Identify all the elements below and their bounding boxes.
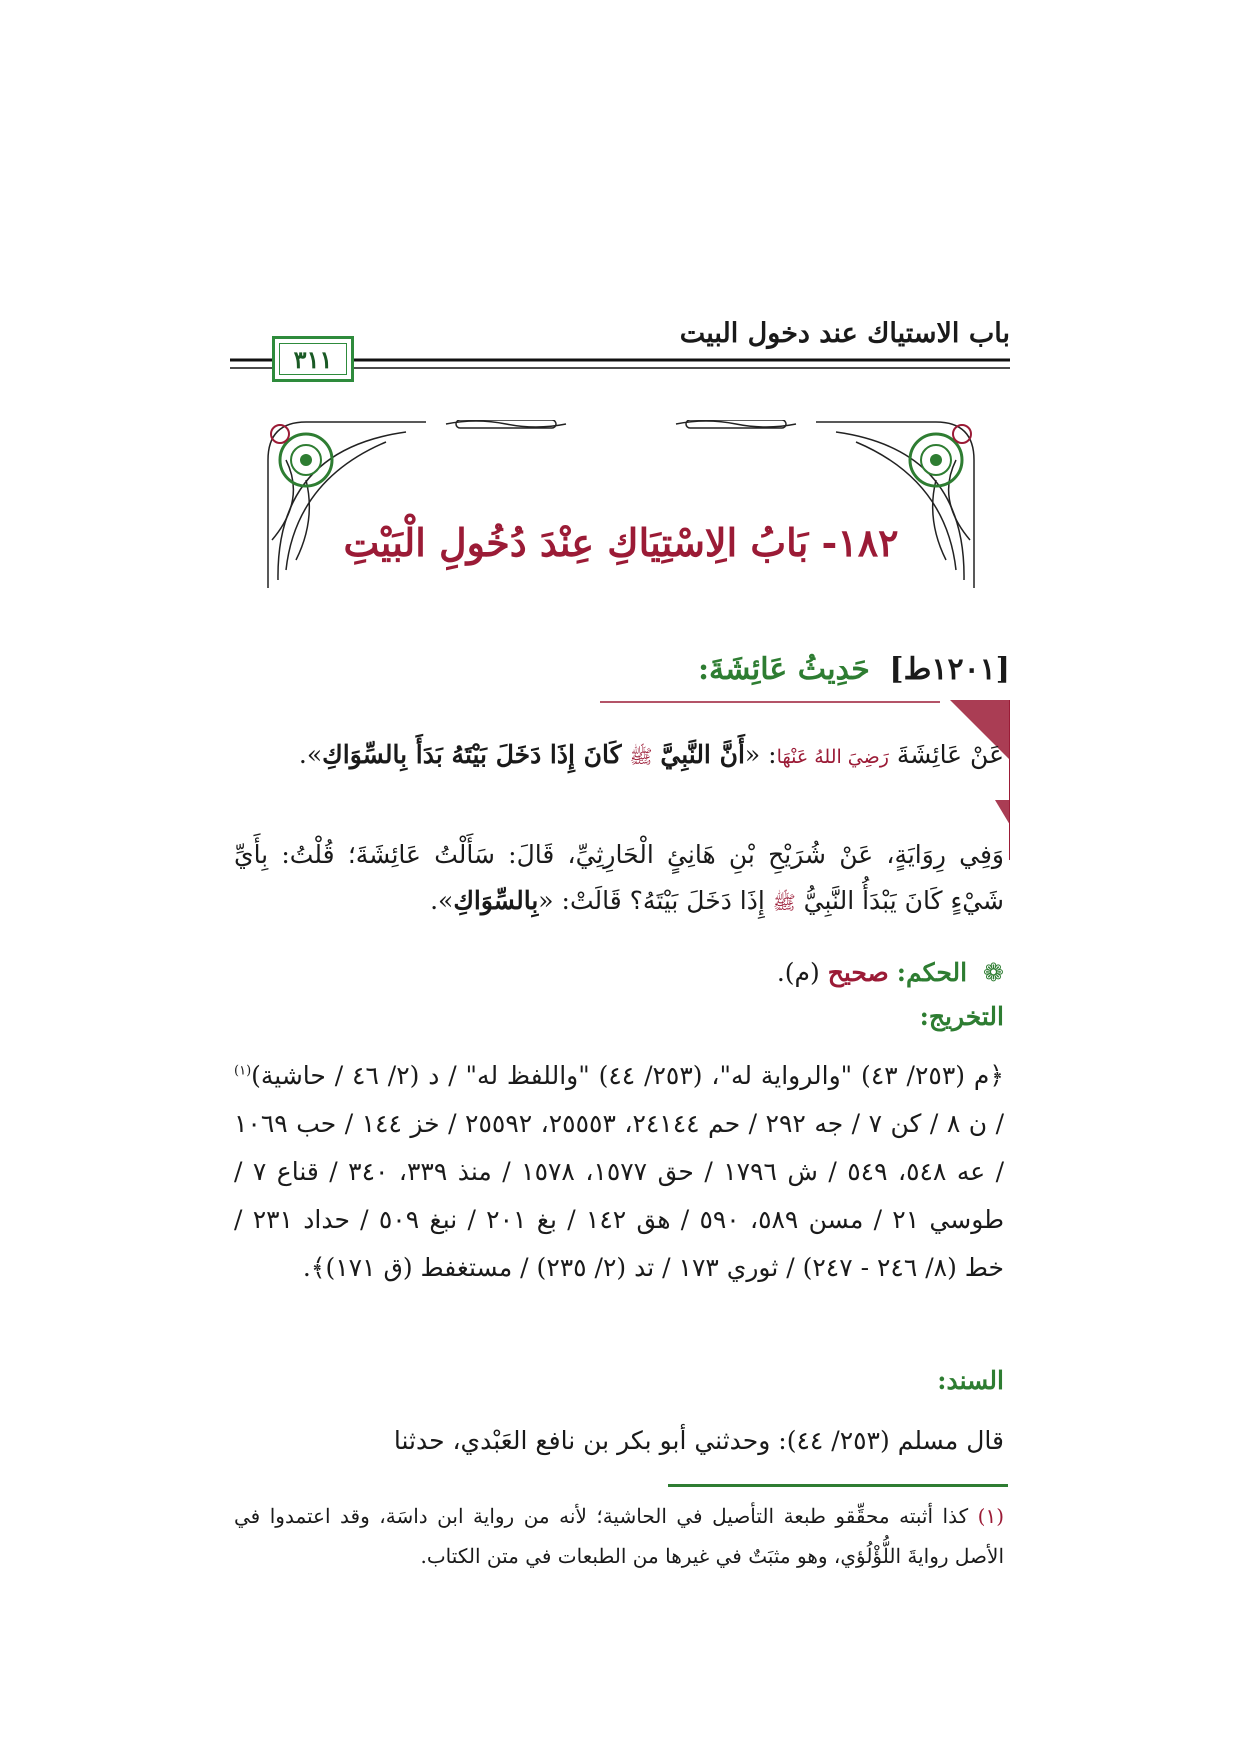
ruling-line	[234, 950, 1004, 996]
footnote-marker: (١)	[977, 1504, 1005, 1528]
chapter-title: ١٨٢- بَابُ الِاسْتِيَاكِ عِنْدَ دُخُولِ الْبَيْتِ	[343, 520, 899, 565]
variant-text-a: وَفِي رِوَايَةٍ، عَنْ شُرَيْحِ بْنِ هَانِئٍ الْحَارِثِيِّ، قَالَ: سَأَلْتُ عَائِشَةَ؛ قُلْتُ: بِأَيِّ شَيْءٍ كَانَ يَبْدَأُ النَّبِيُّ	[234, 840, 1004, 915]
footnote-divider	[668, 1484, 1008, 1487]
hadith-colon-quote: : «	[744, 740, 777, 769]
variant-bold: بِالسِّوَاكِ	[453, 886, 539, 915]
hadith-main-text	[234, 732, 1004, 780]
footnote-text: كذا أثبته محقِّقو طبعة التأصيل في الحاشية؛ لأنه من رواية ابن داسَة، وقد اعتمدوا في الأصل روايةَ اللُّؤْلُؤي، وهو مثبَتٌ في غيرها من الطبعات في متن الكتاب.	[234, 1504, 1004, 1568]
variant-closing: ».	[430, 886, 454, 915]
ruling-value: صحيح	[827, 958, 889, 987]
hadith-closing: ».	[298, 740, 323, 769]
top-center-ornament	[446, 420, 796, 428]
honorific-saw: ﷺ	[629, 746, 653, 768]
takhrij-text	[234, 1052, 1004, 1292]
sanad-text: قال مسلم (٢٥٣/ ٤٤): وحدثني أبو بكر بن نافع العَبْدي، حدثنا	[393, 1426, 1004, 1455]
footnote-reference[interactable]: (١)	[234, 1063, 252, 1079]
sanad-heading: السند:	[937, 1366, 1004, 1395]
flower-ornament-icon: ❁	[983, 958, 1004, 987]
ruling-suffix: (م).	[776, 958, 820, 987]
hadith-text-b: كَانَ إِذَا دَخَلَ بَيْتَهُ بَدَأَ بِالسِّوَاكِ	[322, 740, 622, 769]
hadith-text-a: أَنَّ النَّبِيَّ	[660, 740, 745, 769]
ruling-label: الحكم:	[896, 958, 968, 987]
takhrij-heading: التخريج:	[919, 1002, 1004, 1031]
page-number-box	[272, 336, 354, 382]
takhrij-text-a: ﴿م (٢٥٣/ ٤٣) "والرواية له"، (٢٥٣/ ٤٤) "واللفظ له" / د (٢/ ٤٦ / حاشية)	[251, 1061, 1005, 1090]
honorific-saw: ﷺ	[772, 892, 796, 914]
footnote	[234, 1496, 1004, 1576]
honorific-ra: رَضِيَ اللهُ عَنْهَا	[776, 746, 889, 768]
hadith-number: [١٢٠١ط]	[889, 652, 1010, 687]
page-number: ٣١١	[293, 344, 333, 374]
hadith-intro: عَنْ عَائِشَةَ	[896, 740, 1004, 769]
hadith-heading-title: حَدِيثُ عَائِشَةَ:	[697, 652, 870, 687]
hadith-variant-text	[234, 832, 1004, 926]
variant-text-b: إِذَا دَخَلَ بَيْتَهُ؟ قَالَتْ: «	[538, 886, 765, 915]
takhrij-text-b: / ن ٨ / كن ٧ / جه ٢٩٢ / حم ٢٤١٤٤، ٢٥٥٥٣، ٢٥٥٩٢ / خز ١٤٤ / حب ١٠٦٩ / عه ٥٤٨، ٥٤٩ / ش ١٧٩٦ / حق ١٥٧٧، ١٥٧٨ / منذ ٣٣٩، ٣٤٠ / قناع ٧ / طوسي ٢١ / مسن ٥٨٩، ٥٩٠ / هق ١٤٢ / بغ ٢٠١ / نبغ ٥٠٩ / حداد ٢٣١ / خط (٨/ ٢٤٦ - ٢٤٧) / ثوري ١٧٣ / تد (٢/ ٢٣٥) / مستغفط (ق ١٧١)﴾.	[234, 1109, 1005, 1282]
hadith-heading	[410, 652, 1010, 687]
running-header-title: باب الاستياك عند دخول البيت	[679, 318, 1010, 349]
